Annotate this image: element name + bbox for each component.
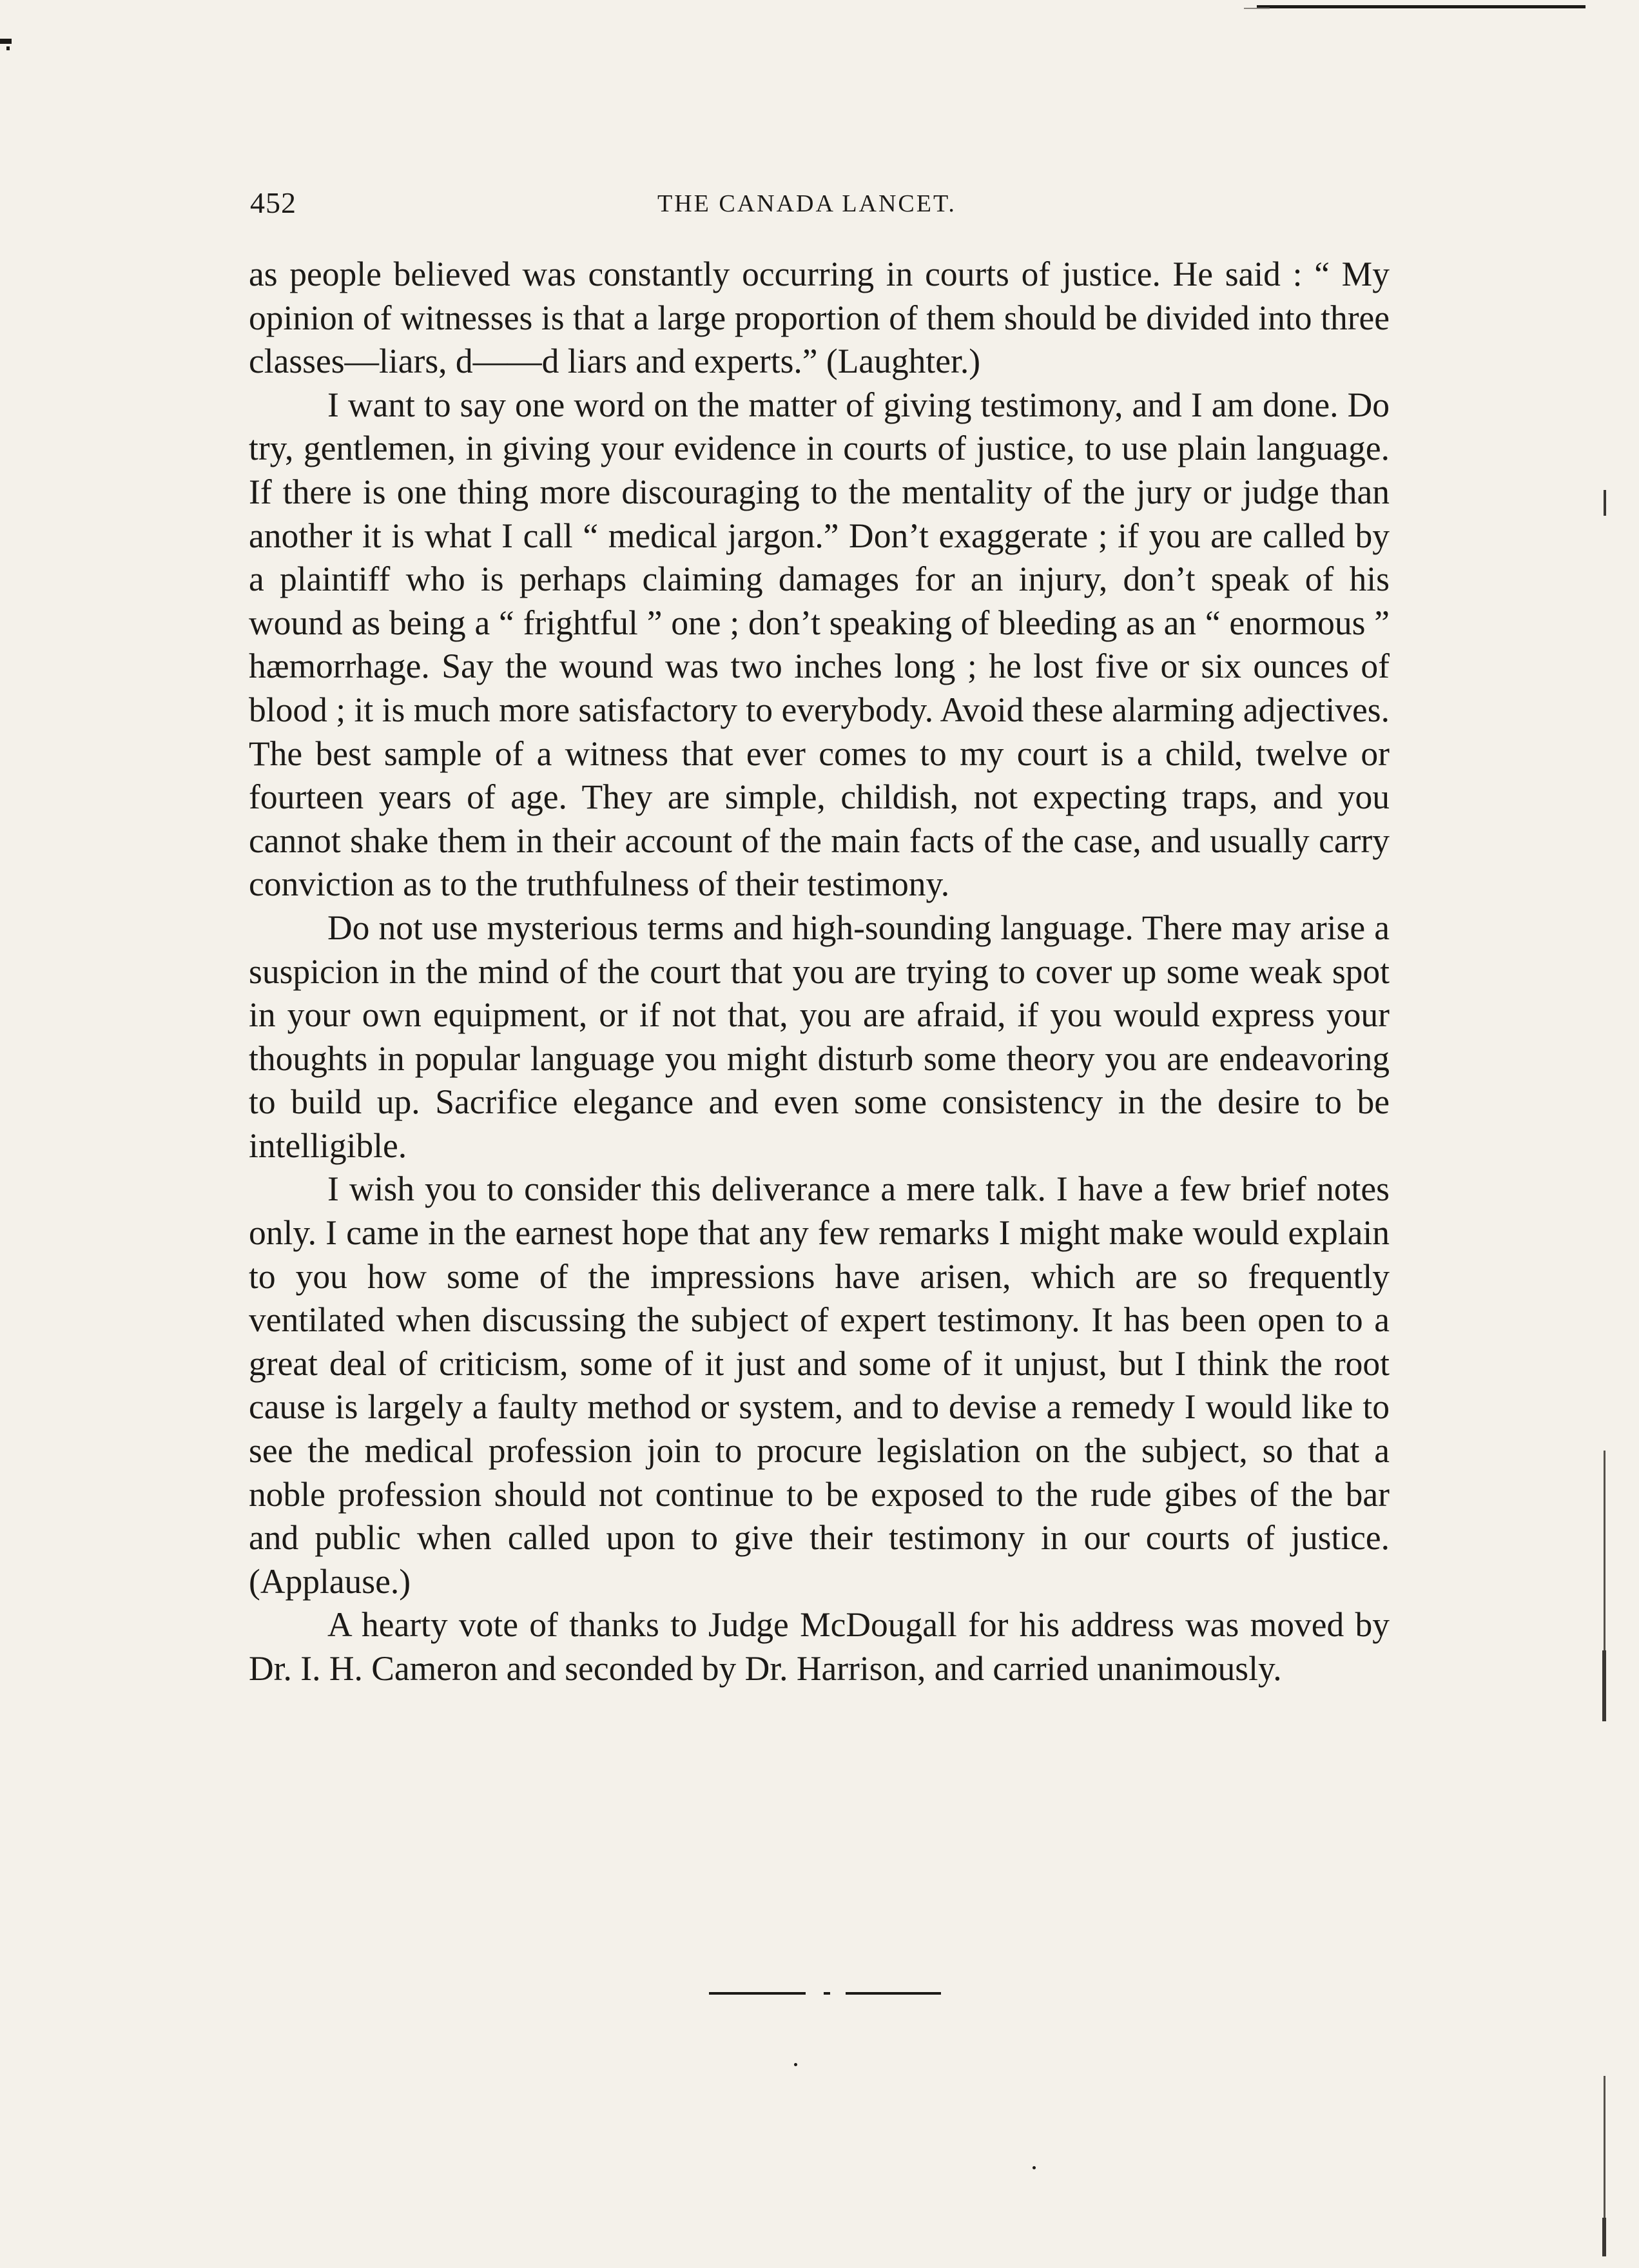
paragraph: Do not use mysterious terms and high-sounding language. There may arise a suspicion in the mind of the court that you are trying to cover up some weak spot in your own equipment, or if not that, you are afraid, if you would express your thoughts in popular language you might disturb some theory you are endeavoring to build up. Sacrifice elegance and even some consistency in the desire to be intelligible. xyxy=(249,908,1390,1165)
section-divider xyxy=(709,1992,941,1996)
corner-mark-dot xyxy=(6,46,10,50)
top-rule-fragment xyxy=(1244,8,1270,9)
article-body xyxy=(249,253,1390,1691)
running-head: THE CANADA LANCET. xyxy=(657,190,956,217)
page-header xyxy=(250,186,1410,231)
paragraph: as people believed was constantly occurring in courts of justice. He said : “ My opinion of witnesses is that a large proportion of them should be divided into three classes—liars, d——d liars and experts.” (Laughter.) xyxy=(249,255,1390,381)
page-number: 452 xyxy=(250,186,296,219)
page-edge-mark xyxy=(1602,1650,1606,1721)
paragraph: I wish you to consider this deliverance a mere talk. I have a few brief notes only. I came in the earnest hope that any few remarks I might make would explain to you how some of the impressions have arisen, which are so frequently ventilated when discussing the subject of expert testimony. It has been open to a great deal of criticism, some of it just and some of it unjust, but I think the root cause is largely a faulty method or system, and to devise a remedy I would like to see the medical profession join to procure legislation on the subject, so that a noble profession should not continue to be exposed to the rude gibes of the bar and public when called upon to give their testimony in our courts of justice. (Applause.) xyxy=(249,1169,1390,1601)
print-speck xyxy=(794,2063,797,2066)
page-edge-mark xyxy=(1604,490,1606,516)
top-rule xyxy=(1257,5,1586,8)
paragraph: I want to say one word on the matter of giving testimony, and I am done. Do try, gentlemen, in giving your evidence in courts of justice, to use plain language. If there is one thing more discouraging to the mentality of the jury or judge than another it is what I call “ medical jargon.” Don’t exaggerate ; if you are called by a plaintiff who is perhaps claiming damages for an injury, don’t speak of his wound as being a “ frightful ” one ; don’t speaking of bleeding as an “ enormous ” hæmorrhage. Say the wound was two inches long ; he lost five or six ounces of blood ; it is much more satisfactory to everybody. Avoid these alarming adjectives. The best sample of a witness that ever comes to my court is a child, twelve or fourteen years of age. They are simple, childish, not expecting traps, and you cannot shake them in their account of the main facts of the case, and usually carry conviction as to the truthfulness of their testimony. xyxy=(249,385,1390,904)
print-speck xyxy=(1033,2166,1036,2169)
page-edge-mark xyxy=(1602,2218,1606,2256)
corner-mark xyxy=(0,39,12,44)
paragraph: A hearty vote of thanks to Judge McDougall for his address was moved by Dr. I. H. Cameron and seconded by Dr. Harrison, and carried unanimously. xyxy=(249,1605,1390,1688)
